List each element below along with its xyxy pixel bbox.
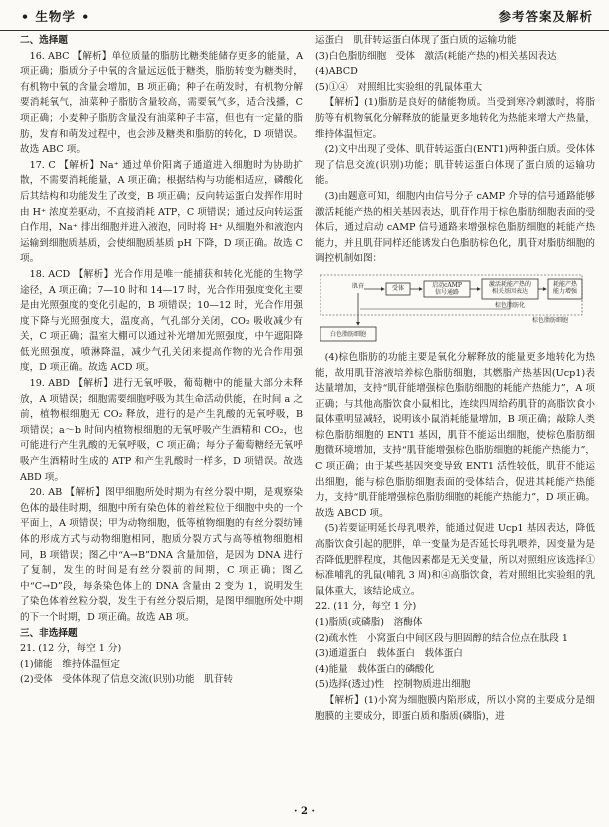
answer-line: 21. (12 分，每空 1 分)	[20, 643, 122, 655]
camp-label: 启动cAMP 信号通路	[432, 281, 462, 296]
answer-paragraph: (3)由题意可知，细胞内由信号分子 cAMP 介导的信号通路能够激活耗能产热的相关基因表达，肌苷作用于棕色脂肪细胞表面的受体后，通过启动 cAMP 信号通路来增强棕色脂肪细胞的耗能产热能力，并且肌苷同样还能诱发白色脂肪棕色化，肌苷对脂肪细胞的调控机制如图：	[315, 190, 595, 265]
answer-line: (5)选择(透过)性 控制物质进出细胞	[315, 679, 471, 691]
white-cell-label: 白色脂肪细胞	[329, 330, 366, 338]
right-column-top	[315, 33, 595, 267]
answer-paragraph: (2)文中出现了受体、肌苷转运蛋白(ENT1)两种蛋白质。受体体现了信息交流(识别)功能；肌苷转运蛋白体现了蛋白质的运输功能。	[315, 144, 595, 187]
answer-line: (3)白色脂肪细胞 受体 激活(耗能产热的)相关基因表达	[315, 50, 557, 62]
answer-paragraph: 【解析】(1)脂肪是良好的储能物质。当受到寒冷刺激时，将脂肪等有机物氧化分解释放的能量更多地转化为热能来增大产热量，维持体温恒定。	[315, 97, 595, 140]
right-column	[315, 33, 595, 724]
answer-paragraph: 18. ACD 【解析】光合作用是唯一能捕获和转化光能的生物学途径，A 项正确；7—10 时和 14—17 时，光合作用强度变化主要是由光照强度的变化引起的，B 项错误；10—12 时，光合作用强度下降与光照强度大，温度高，气孔部分关闭，CO₂ 吸收减少有关，C 项正确；温室大棚可以通过补光增加光照强度，中午遮阳降低光照强度，喷淋降温，减少气孔关闭来提高作物的光合作用强度，D 项正确。故选 ACD 项。	[20, 268, 303, 374]
section-heading: 二、选择题	[20, 35, 68, 46]
answer-line: 22. (11 分，每空 1 分)	[315, 601, 417, 613]
answer-line: (1)脂质(或磷脂) 溶酶体	[315, 617, 423, 628]
browning-label: 棕色脂肪化	[494, 301, 525, 309]
answer-paragraph: 17. C 【解析】Na⁺ 通过单价阳离子通道进入细胞时为协助扩散，不需要消耗能量，A 项正确；根据结构与功能相适应，磷酸化后其结构和功能发生了改变，B 项正确；反向转运蛋白发挥作用时由 H⁺ 浓度差驱动，不直接消耗 ATP，C 项错误；通过反向转运蛋白作用，Na⁺ 排出细胞并进入液泡，同时将 H⁺ 从细胞外和液泡内运输到细胞质基质，会使细胞质基质 pH 下降，D 项正确。故选 C 项。	[20, 159, 303, 265]
genes-label: 激活耗能产热的 相关基因表达	[488, 280, 531, 295]
answer-paragraph: 16. ABC 【解析】单位质量的脂肪比糖类能储存更多的能量，A 项正确；脂质分子中氧的含量远远低于糖类，脂肪转变为糖类时，有机物中氧的含量会增加，B 项正确；种子在萌发时，有机物分解要消耗氧气，油菜种子脂肪含量较高，需要氧气多，适合浅播，C 项正确；小麦种子脂肪含量没有油菜种子丰富，但也有一定量的脂肪，发育和萌发过程中，也会涉及糖类和脂肪的转化，D 项错误。故选 ABC 项。	[20, 50, 303, 156]
subject-label: • 生物学 •	[21, 9, 91, 24]
answer-paragraph: (4)棕色脂肪的功能主要是氧化分解释放的能量更多地转化为热能，故用肌苷溶液培养棕色脂肪细胞，其燃脂产热基因(Ucp1)表达量增加，支持“肌苷能增强棕色脂肪细胞的耗能产热能力”，A 项正确；与其他高脂饮食小鼠相比，连续四周给药肌苷的高脂饮食小鼠体重明显减轻，说明该小鼠消耗能量增加，B 项正确；敲除人类棕色脂肪细胞的 ENT1 基因，肌苷不能运出细胞，使棕色脂肪细胞微环境增加，支持“肌苷能增强棕色脂肪细胞的耗能产热能力”，C 项正确；由于某些基因突变导致 ENT1 活性较低，肌苷不能运出细胞，能与棕色脂肪细胞表面的受体结合，促进其耗能产热能力，支持“肌苷能增强棕色脂肪细胞的耗能产热能力”，D 项正确。故选 ABCD 项。	[315, 351, 595, 519]
answer-line: (2)受体 受体体现了信息交流(识别)功能 肌苷转	[20, 674, 233, 686]
answer-line: (5)①④ 对照组比实验组的乳鼠体重大	[315, 81, 483, 93]
answer-line: (3)通道蛋白 载体蛋白 载体蛋白	[315, 648, 463, 660]
page-header	[0, 0, 609, 31]
header-title: 参考答案及解析	[498, 9, 593, 24]
section-heading: 三、非选择题	[20, 627, 78, 639]
right-column-bottom	[315, 350, 595, 724]
mechanism-diagram	[320, 269, 595, 347]
answer-paragraph: 19. ABD 【解析】进行无氧呼吸，葡萄糖中的能量大部分未释放，A 项错误；细胞需要细胞呼吸为其生命活动供能，在时间 a 之前，植物根细胞无 CO₂ 释放，进行的是产生乳酸的无氧呼吸，B 项错误；a～b 时间内植物根细胞的无氧呼吸产生酒精和 CO₂，也可能进行产生乳酸的无氧呼吸，C 项正确；每分子葡萄糖经无氧呼吸产生酒精时生成的 ATP 和产生乳酸时一样多，D 项错误。故选 ABD 项。	[20, 378, 303, 483]
answer-line: (4)ABCD	[315, 66, 358, 78]
answer-line: (4)能量 载体蛋白的磷酸化	[315, 663, 435, 675]
answer-paragraph: 20. AB 【解析】图甲细胞所处时期为有丝分裂中期，是观察染色体的最佳时期，细胞中所有染色体的着丝粒位于细胞中央的一个平面上，A 项错误；甲为动物细胞，低等植物细胞的有丝分裂纺锤体的形成方式与动物细胞相同，胞质分裂方式与高等植物细胞相同，B 项错误；图乙中“A→B”DNA 含量加倍，是因为 DNA 进行了复制，发生的时间是有丝分裂前的间期，C 项正确；图乙中“C→D”段，每条染色体上的 DNA 含量由 2 变为 1，说明发生了染色体着丝粒分裂，发生于有丝分裂后期，是图甲细胞所处中期的下一个时期，D 项正确。故选 AB 项。	[20, 487, 303, 623]
left-column	[20, 33, 303, 688]
page-number: · 2 ·	[294, 806, 315, 817]
muscle-label: 肌苷	[351, 282, 364, 290]
answer-line: (1)储能 维持体温恒定	[20, 658, 120, 670]
answer-paragraph: (5)若要证明延长母乳喂养，能通过促进 Ucp1 基因表达，降低高脂饮食引起的肥胖，单一变量为是否延长母乳喂养，因变量为是否降低肥胖程度，其他因素都是无关变量，所以对照组应该选择①标准哺乳的乳鼠(哺乳 3 周)和④高脂饮食，若对照组比实验组的乳鼠体重大，该结论成立。	[315, 523, 595, 597]
capacity-label: 耗能产热 能力增强	[552, 280, 577, 295]
answer-paragraph: 【解析】(1)小窝为细胞膜内陷形成，所以小窝的主要成分是细胞膜的主要成分，即蛋白质和脂质(磷脂)，进	[315, 694, 595, 722]
answer-line: (2)疏水性 小窝蛋白中间区段与胆固醇的结合位点在肽段 1	[315, 632, 568, 644]
answer-line: 运蛋白 肌苷转运蛋白体现了蛋白质的运输功能	[315, 35, 517, 46]
brown-cell-label: 棕色脂肪细胞	[531, 316, 568, 324]
receptor-label: 受体	[391, 284, 404, 292]
